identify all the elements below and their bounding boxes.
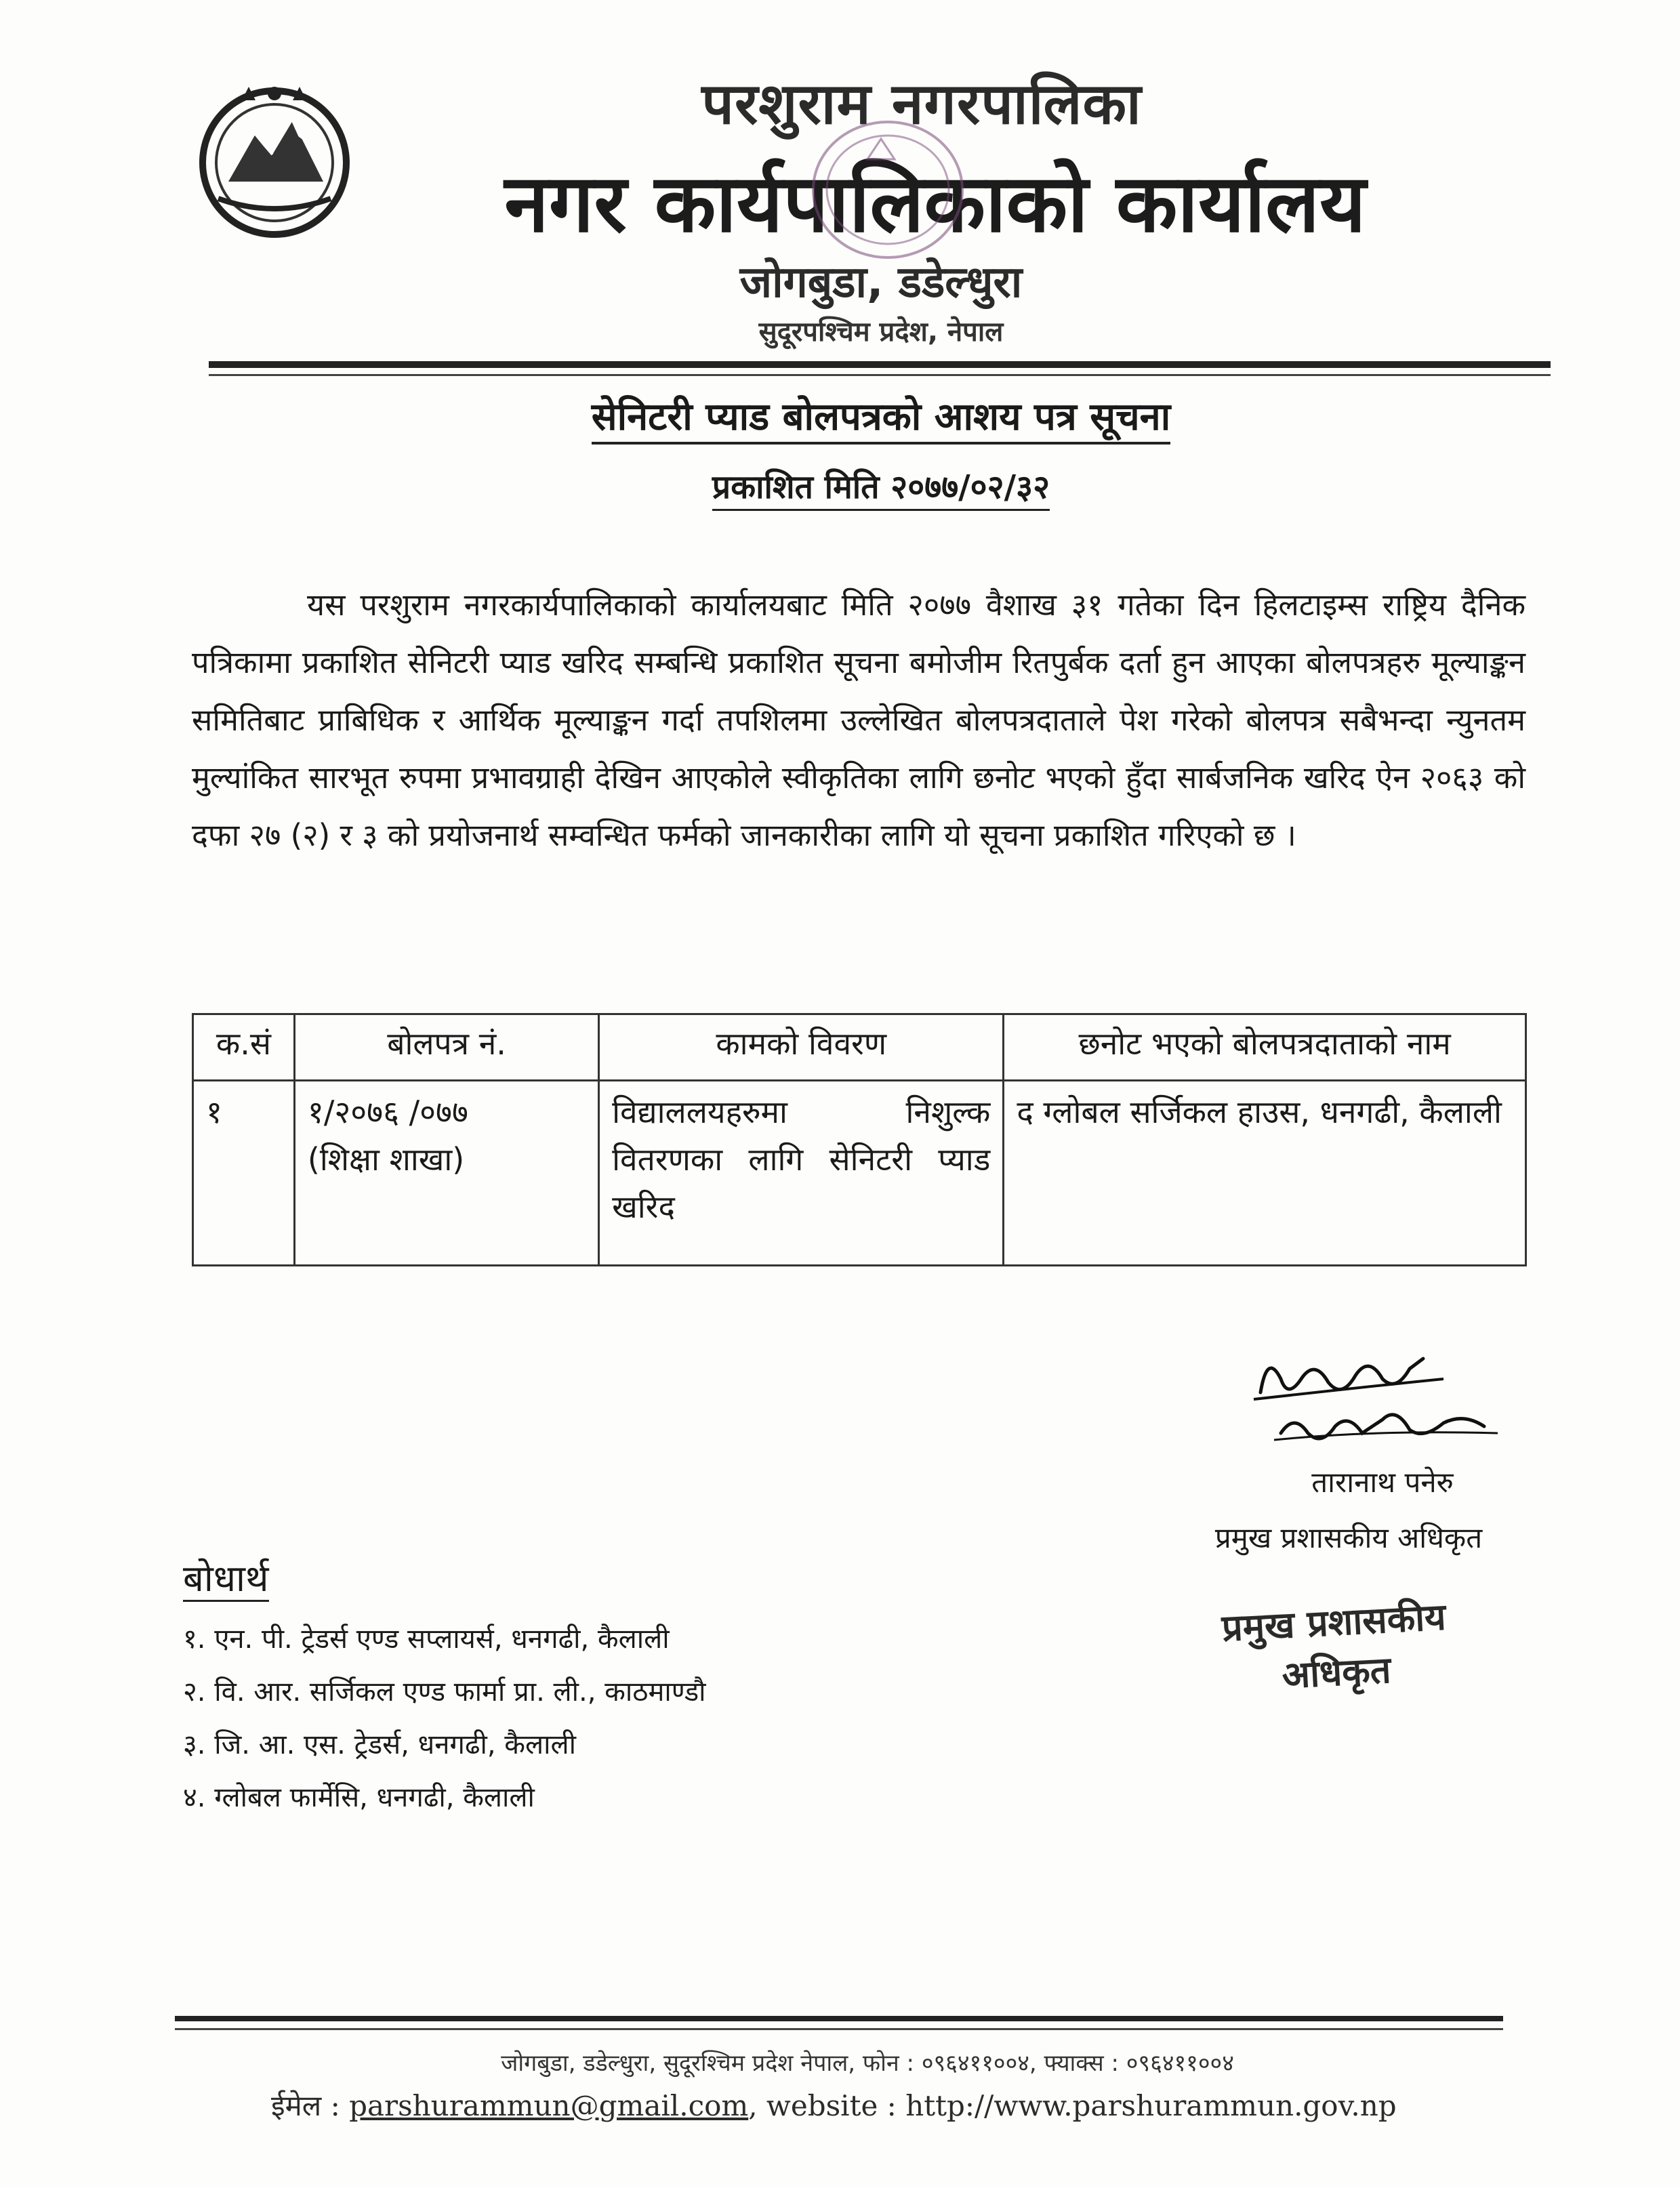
list-item: १. एन. पी. ट्रेडर्स एण्ड सप्लायर्स, धनगढी, कैलाली	[183, 1624, 670, 1655]
header-divider-thin	[209, 374, 1551, 376]
municipality-name: परशुराम नगरपालिका	[701, 70, 1142, 137]
published-date: प्रकाशित मिति २०७७/०२/३२	[352, 464, 1410, 508]
cell-bid-number	[294, 1081, 598, 1266]
website-link[interactable]: http://www.parshurammun.gov.np	[905, 2089, 1397, 2122]
list-item: २. वि. आर. सर्जिकल एण्ड फार्मा प्रा. ली., काठमाण्डौ	[183, 1676, 706, 1708]
office-name: नगर कार्यपालिकाको कार्यालय	[504, 157, 1366, 250]
notice-title: सेनिटरी प्याड बोलपत्रको आशय पत्र सूचना	[352, 390, 1410, 441]
office-location: जोगबुडा, डडेल्धुरा	[739, 257, 1023, 308]
header-bid-number: बोलपत्र नं.	[294, 1014, 598, 1081]
bid-number: १/२०७६ /०७७	[307, 1094, 468, 1130]
handwritten-signature-icon	[1240, 1338, 1525, 1460]
list-item: ४. ग्लोबल फार्मेसि, धनगढी, कैलाली	[183, 1782, 535, 1813]
footer-contact	[271, 2086, 1491, 2124]
email-link[interactable]: parshurammun@gmail.com	[349, 2089, 749, 2122]
email-label: ईमेल :	[271, 2089, 340, 2122]
bid-section: (शिक्षा शाखा)	[307, 1141, 465, 1178]
header-work-description: कामको विवरण	[599, 1014, 1004, 1081]
header-selected-bidder: छनोट भएको बोलपत्रदाताको नाम	[1004, 1014, 1526, 1081]
header-serial: क.सं	[193, 1014, 295, 1081]
website-label: , website :	[748, 2089, 906, 2122]
cc-list	[183, 1613, 706, 1824]
notice-body: यस परशुराम नगरकार्यपालिकाको कार्यालयबाट मिति २०७७ वैशाख ३१ गतेका दिन हिलटाइम्स राष्ट्रिय दैनिक पत्रिकामा प्रकाशित सेनिटरी प्याड खरिद सम्बन्धि प्रकाशित सूचना बमोजीम रितपुर्बक दर्ता हुन आएका बोलपत्रहरु मूल्याङ्कन समितिबाट प्राबिधिक र आर्थिक मूल्याङ्कन गर्दा तपशिलमा उल्लेखित बोलपत्रदाताले पेश गरेको बोलपत्र सबैभन्दा न्युनतम मुल्यांकित सारभूत रुपमा प्रभावग्राही देखिन आएकोले स्वीकृतिका लागि छनोट भएको हुँदा सार्बजनिक खरिद ऐन २०६३ को दफा २७ (२) र ३ को प्रयोजनार्थ सम्वन्धित फर्मको जानकारीका लागि यो सूचना प्रकाशित गरिएको छ ।	[192, 587, 1525, 853]
nepal-government-emblem-icon	[191, 80, 358, 240]
list-item: ३. जि. आ. एस. ट्रेडर्स, धनगढी, कैलाली	[183, 1729, 576, 1760]
footer-address: जोगबुडा, डडेल्धुरा, सुदूरश्चिम प्रदेश नेपाल, फोन : ०९६४११००४, फ्याक्स : ०९६४११००४	[501, 2050, 1234, 2077]
cell-serial: १	[193, 1081, 295, 1266]
office-round-stamp-icon	[779, 112, 983, 268]
table-row	[193, 1081, 1526, 1266]
cell-work-description: विद्याललयहरुमा निशुल्क वितरणका लागि सेनिटरी प्याड खरिद	[599, 1081, 1004, 1266]
table-header-row	[193, 1014, 1526, 1081]
signatory-title: प्रमुख प्रशासकीय अधिकृत	[1214, 1521, 1483, 1554]
footer-divider	[175, 2016, 1503, 2021]
signatory-name: तारानाथ पनेरु	[1311, 1466, 1454, 1499]
bid-table	[192, 1013, 1527, 1266]
designation-stamp: प्रमुख प्रशासकीय अधिकृत	[1221, 1595, 1447, 1697]
office-province: सुदूरपश्चिम प्रदेश, नेपाल	[758, 316, 1004, 348]
cell-selected-bidder: द ग्लोबल सर्जिकल हाउस, धनगढी, कैलाली	[1004, 1081, 1526, 1266]
footer-divider-thin	[175, 2028, 1503, 2030]
cc-heading: बोधार्थ	[183, 1552, 269, 1602]
header-divider	[209, 361, 1551, 368]
